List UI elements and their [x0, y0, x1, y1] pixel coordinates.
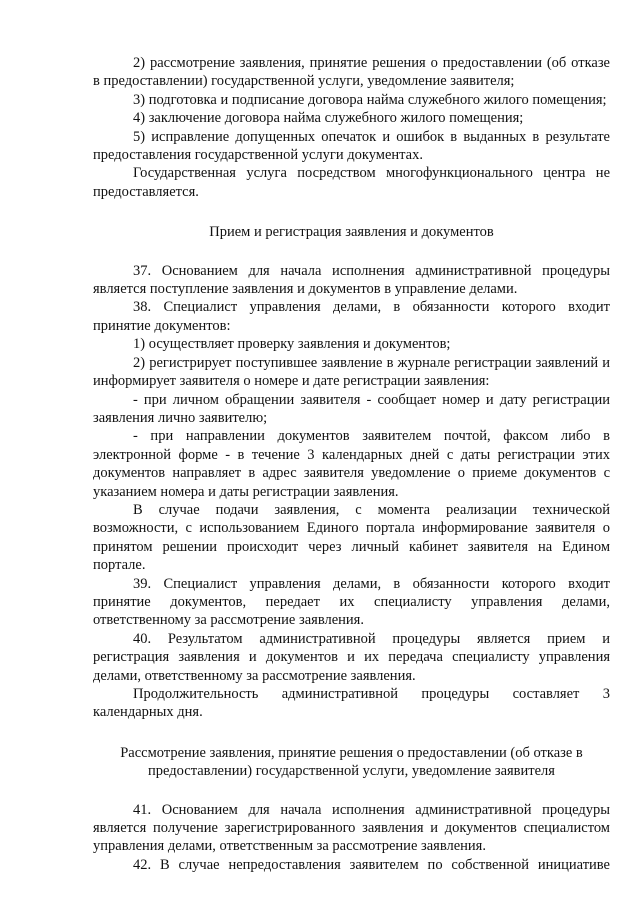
paragraph-38-portal: В случае подачи заявления, с момента реализации технической возможности, с использованием Единого портала информирование заявителя о принятом решении происходит через личный кабинет заявителя на Едином портале. — [93, 501, 610, 574]
paragraph-38-dash-mail: - при направлении документов заявителем почтой, факсом либо в электронной форме - в течение 3 календарных дней с даты регистрации этих документов направляет в адрес заявителя уведомление о приеме документов с указанием номера и даты регистрации заявления. — [93, 428, 610, 500]
section-heading-reception: Прием и регистрация заявления и документов — [209, 224, 494, 241]
paragraph-41: 41. Основанием для начала исполнения административной процедуры является получение зарегистрированного заявления и документов специалистом управления делами, ответственным за рассмотрение заявления. — [93, 801, 610, 855]
section-heading-review-line-2: предоставлении) государственной услуги, уведомление заявителя — [148, 763, 555, 780]
paragraph-42-start: 42. В случае непредоставления заявителем по собственной инициативе — [133, 856, 610, 873]
list-item-5: 5) исправление допущенных опечаток и ошибок в выданных в результате предоставления государственной услуги документах. — [93, 128, 610, 164]
paragraph-38-item-1: 1) осуществляет проверку заявления и документов; — [133, 336, 451, 353]
paragraph-38-dash-personal: - при личном обращении заявителя - сообщает номер и дату регистрации заявления лично заявителю; — [93, 391, 610, 426]
paragraph-40: 40. Результатом административной процедуры является прием и регистрация заявления и документов и их передача специалисту управления делами, ответственному за рассмотрение заявления. — [93, 630, 610, 684]
list-item-2: 2) рассмотрение заявления, принятие решения о предоставлении (об отказе в предоставлении) государственной услуги, уведомление заявителя; — [93, 55, 610, 90]
mfc-note: Государственная услуга посредством многофункционального центра не предоставляется. — [93, 165, 610, 200]
paragraph-38-item-2: 2) регистрирует поступившее заявление в журнале регистрации заявлений и информирует заявителя о номере и дате регистрации заявления: — [93, 354, 610, 390]
paragraph-39: 39. Специалист управления делами, в обязанности которого входит принятие документов, передает их специалисту управления делами, ответственному за рассмотрение заявления. — [93, 575, 610, 629]
paragraph-38: 38. Специалист управления делами, в обязанности которого входит принятие документов: — [93, 299, 610, 334]
list-item-4: 4) заключение договора найма служебного жилого помещения; — [133, 110, 524, 127]
list-item-3: 3) подготовка и подписание договора найма служебного жилого помещения; — [133, 91, 607, 108]
section-heading-review-line-1: Рассмотрение заявления, принятие решения о предоставлении (об отказе в — [120, 744, 583, 761]
duration-paragraph: Продолжительность административной процедуры составляет 3 календарных дня. — [93, 686, 610, 721]
paragraph-37: 37. Основанием для начала исполнения административной процедуры является поступление заявления и документов в управление делами. — [93, 262, 610, 298]
